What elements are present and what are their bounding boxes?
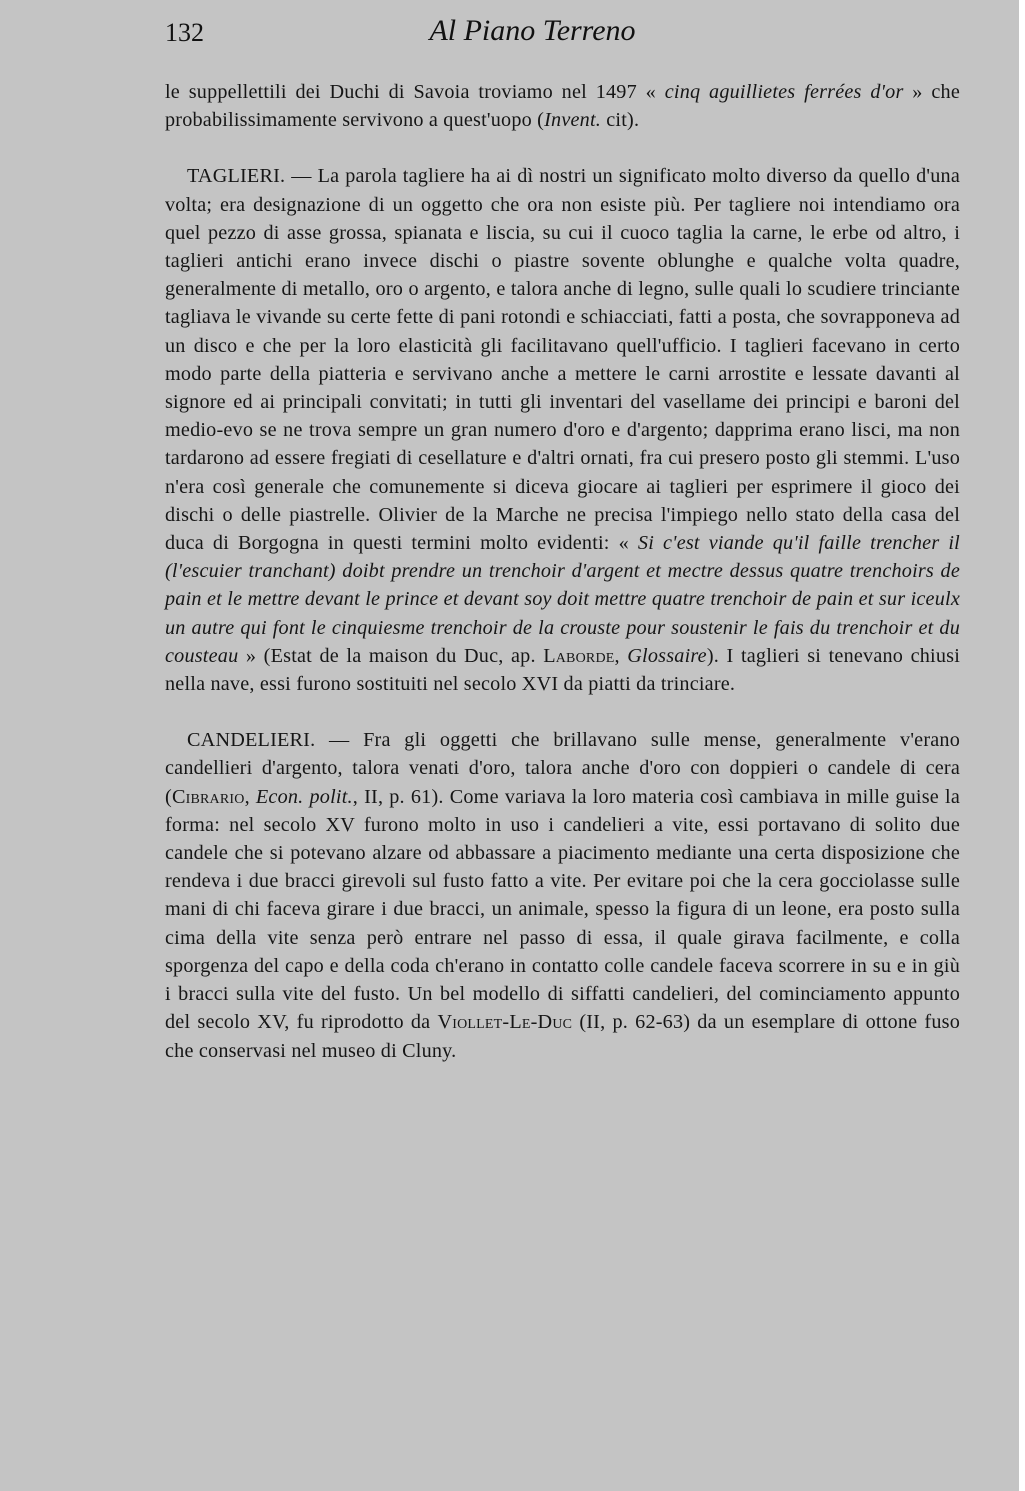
italic-quote: Si c'est viande qu'il faille trencher il (l'escuier tranchant) doibt prendre un trenchoir d'argent et mectre dessus quatre trenchoirs de pain et le mettre devant le prince et devant soy doit mettre quatre trenchoir de pain et sur iceulx un autre qui font le cinquiesme trenchoir de la crouste pour soustenir le fais du trenchoir et du cousteau [165,532,960,667]
paragraph-candelieri [165,726,960,1064]
italic-citation: Invent. [544,109,601,132]
page-number: 132 [165,18,204,47]
paragraph-continuation [165,78,960,134]
italic-quote: cinq aguillietes ferrées d'or [664,81,904,103]
text-run: ). I taglieri si tenevano chiusi nella nave, essi furono sostituiti nel secolo XVI da piatti da trinciare. [165,644,960,696]
text-run: , II, p. 61). Come variava la loro materia così cambiava in mille guise la forma: nel secolo XV furono molto in uso i candelieri a vite, essi portavano di solito due candele che si potevano alzare od abbassare a piacimento mediante una certa disposizione che rendeva i due bracci girevoli sul fusto fatto a vite. Per evitare poi che la cera gocciolasse sulle mani di chi faceva girare i due bracci, un animale, spesso la figura di un leone, era posto sulla cima della vite senza però entrare nel passo di essa, il quale girava facilmente, e colla sporgenza del capo e della coda ch'erano in contatto colle candele faceva scorrere in su e in giù i bracci sulla vite del fusto. Un bel modello di siffatti candelieri, del cominciamento appunto del secolo XV, fu riprodotto da [165,785,960,1034]
body-text [165,78,960,1065]
running-title: Al Piano Terreno [429,14,636,47]
text-run: » (Estat de la maison du Duc, ap. [238,644,544,667]
text-run: cit). [601,109,640,132]
paragraph-taglieri [165,162,960,698]
text-run: CANDELIERI. — Fra gli oggetti che brillavano sulle mense, generalmente v'erano candellieri d'argento, talora venati d'oro, talora anche d'oro con doppieri o candele di cera ( [165,729,960,808]
smallcaps-author: Cibrario [171,785,245,808]
scan-edge [1019,0,1025,1491]
text-run: TAGLIERI. — La parola tagliere ha ai dì nostri un significato molto diverso da quello d'una volta; era designazione di un oggetto che ora non esiste più. Per tagliere noi intendiamo ora quel pezzo di asse grossa, spianata e liscia, su cui il cuoco taglia la carne, le erbe od altro, i taglieri antichi erano invece dischi o piastre sovente oblunghe e qualche volta quadre, generalmente di metallo, oro o argento, e talora anche di legno, sulle quali lo scudiere trinciante tagliava le vivande su certe fette di pani rotondi e schiacciati, fatti a posta, che sovrapponeva ad un disco e che per la loro elasticità gli facilitavano quell'ufficio. I taglieri facevano in certo modo parte della piatteria e servivano anche a mettere le carni arrostite e lessate davanti al signore ed ai principali convitati; in tutti gli inventari del vasellame dei principi e baroni del medio-evo se ne trova sempre un gran numero d'oro e d'argento; dapprima erano lisci, ma non tardarono ad essere fregiati di cesellature e d'altri ornati, fra cui presero posto gli stemmi. L'uso n'era così generale che comunemente si diceva giocare ai taglieri per esprimere il gioco dei dischi o delle piastrelle. Olivier de la Marche ne precisa l'impiego nello stato della casa del duca di Borgogna in questi termini molto evidenti: « [165,165,960,555]
italic-citation: Econ. polit. [255,785,353,808]
text-run: , [614,644,628,667]
italic-citation: Glossaire [627,644,707,667]
text-run: (II, p. 62-63) da un esemplare di ottone fuso che conservasi nel museo di Cluny. [165,1011,960,1062]
smallcaps-author: Laborde [543,644,615,667]
text-run: le suppellettili dei Duchi di Savoia troviamo nel 1497 « [165,81,665,103]
text-run: , [244,785,256,808]
text-run: » che probabilissimamente servivono a quest'uopo ( [165,81,960,132]
smallcaps-author: Viollet-Le-Duc [437,1011,573,1034]
page-header [0,14,1025,54]
